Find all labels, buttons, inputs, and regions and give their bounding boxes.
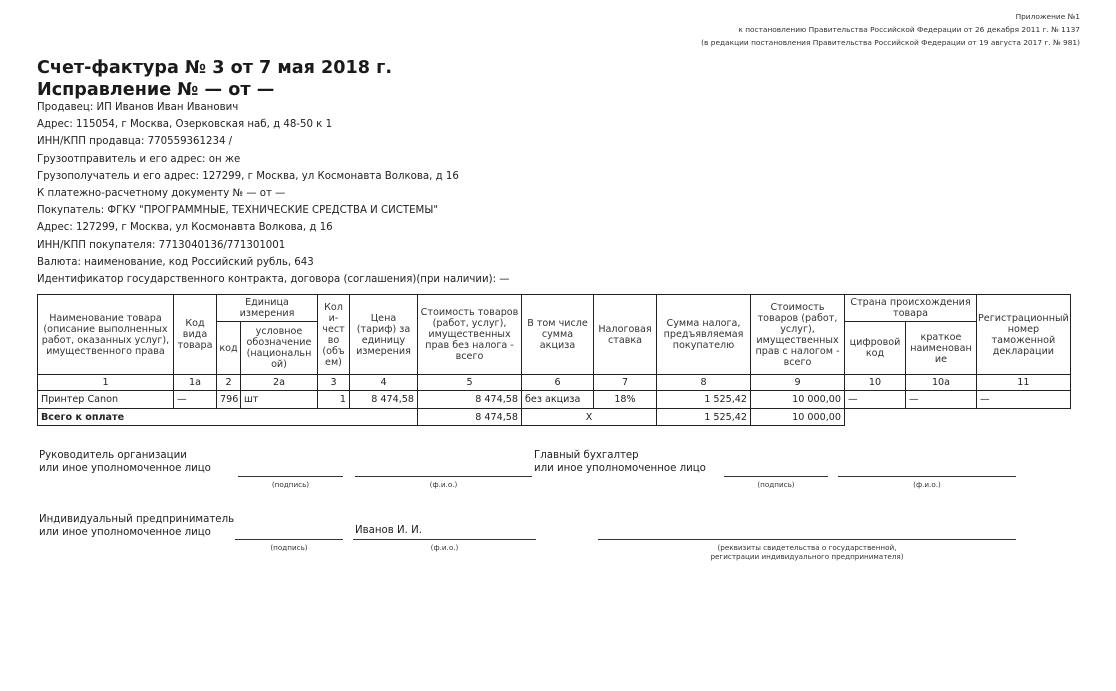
fio-caption: (ф.и.о.)	[913, 480, 941, 489]
cell-country-name: —	[906, 391, 977, 409]
column-number: 4	[350, 375, 418, 391]
cell-country-code: —	[845, 391, 906, 409]
head-signature-line	[238, 476, 343, 477]
column-number: 11	[977, 375, 1071, 391]
total-excise: X	[522, 409, 657, 426]
header-unit-name: условное обозначение (национальн ой)	[241, 322, 318, 375]
document-title	[37, 57, 392, 101]
header-country-name: краткое наименован ие	[906, 322, 977, 375]
invoice-table	[37, 294, 1071, 426]
requisites-caption-line: регистрации индивидуального предпринимателя)	[710, 552, 904, 561]
ie-signature-line	[235, 539, 343, 540]
buyer-line: Покупатель: ФГКУ "ПРОГРАММНЫЕ, ТЕХНИЧЕСКИЕ СРЕДСТВА И СИСТЕМЫ"	[37, 205, 439, 217]
header-customs: Регистрационный номер таможенной декларации	[977, 295, 1071, 375]
header-name: Наименование товара (описание выполненных работ, оказанных услуг), имущественного права	[38, 295, 174, 375]
header-country-code: цифровой код	[845, 322, 906, 375]
column-number: 1а	[174, 375, 217, 391]
header-country: Страна происхождения товара	[845, 295, 977, 322]
header-cost-with-tax: Стоимость товаров (работ, услуг), имущественных прав с налогом - всего	[751, 295, 845, 375]
total-label: Всего к оплате	[38, 409, 418, 426]
cell-kind-code: —	[174, 391, 217, 409]
appendix-line: к постановлению Правительства Российской Федерации от 26 декабря 2011 г. № 1137	[738, 25, 1080, 34]
consignee-line: Грузополучатель и его адрес: 127299, г Москва, ул Космонавта Волкова, д 16	[37, 170, 459, 182]
seller-address-line: Адрес: 115054, г Москва, Озерковская наб, д 48-50 к 1	[37, 119, 333, 131]
ie-label-line: или иное уполномоченное лицо	[39, 526, 211, 538]
total-cost-with-tax: 10 000,00	[751, 409, 845, 426]
ie-label-line: Индивидуальный предприниматель	[39, 514, 235, 525]
header-tax-sum: Сумма налога, предъявляемая покупателю	[657, 295, 751, 375]
cell-tax-sum: 1 525,42	[657, 391, 751, 409]
table-row	[38, 391, 1071, 409]
cell-excise: без акциза	[522, 391, 594, 409]
accountant-fio-line	[838, 476, 1016, 477]
header-kind-code: Код вида товара	[174, 295, 217, 375]
cell-unit-name: шт	[241, 391, 318, 409]
cell-tax-rate: 18%	[594, 391, 657, 409]
requisites-caption-line: (реквизиты свидетельства о государственной,	[717, 543, 897, 552]
cell-customs: —	[977, 391, 1071, 409]
column-number: 10	[845, 375, 906, 391]
head-label-line: Руководитель организации	[39, 450, 187, 461]
header-excise: В том числе сумма акциза	[522, 295, 594, 375]
cell-cost-without-tax: 8 474,58	[418, 391, 522, 409]
column-number: 5	[418, 375, 522, 391]
seller-inn-line: ИНН/КПП продавца: 770559361234 /	[37, 136, 233, 148]
payment-doc-line: К платежно-расчетному документу № — от —	[37, 188, 286, 200]
appendix-line: Приложение №1	[1015, 12, 1080, 21]
signature-caption: (подпись)	[271, 480, 310, 489]
ie-fio-line	[353, 539, 536, 540]
column-number: 1	[38, 375, 174, 391]
accountant-signature-label	[534, 450, 706, 475]
signature-caption: (подпись)	[270, 543, 308, 552]
appendix-note	[701, 10, 1080, 49]
header-unit: Единица измерения	[217, 295, 318, 322]
head-fio-line	[355, 476, 532, 477]
header-price: Цена (тариф) за единицу измерения	[350, 295, 418, 375]
column-number: 2	[217, 375, 241, 391]
seller-line: Продавец: ИП Иванов Иван Иванович	[37, 102, 239, 113]
fio-caption: (ф.и.о.)	[429, 480, 458, 489]
ie-requisites-line	[598, 539, 1016, 540]
column-number: 8	[657, 375, 751, 391]
accountant-label-line: Главный бухгалтер	[534, 450, 639, 461]
ie-signature-label	[39, 514, 234, 539]
header-cost-without-tax: Стоимость товаров (работ, услуг), имущественных прав без налога - всего	[418, 295, 522, 375]
column-number: 7	[594, 375, 657, 391]
cell-cost-with-tax: 10 000,00	[751, 391, 845, 409]
buyer-address-line: Адрес: 127299, г Москва, ул Космонавта Волкова, д 16	[37, 222, 333, 234]
accountant-signature-line	[724, 476, 828, 477]
invoice-title: Счет-фактура № 3 от 7 мая 2018 г.	[37, 58, 393, 78]
buyer-inn-line: ИНН/КПП покупателя: 7713040136/771301001	[37, 239, 286, 251]
column-number: 10а	[906, 375, 977, 391]
column-number: 3	[318, 375, 350, 391]
total-tax-sum: 1 525,42	[657, 409, 751, 426]
header-qty: Кол и- чест во (объ ем)	[318, 295, 350, 375]
shipper-line: Грузоотправитель и его адрес: он же	[37, 153, 241, 165]
fio-caption: (ф.и.о.)	[430, 543, 459, 552]
column-number: 9	[751, 375, 845, 391]
appendix-line: (в редакции постановления Правительства Российской Федерации от 19 августа 2017 г. № 981)	[701, 38, 1080, 47]
cell-qty: 1	[318, 391, 350, 409]
currency-line: Валюта: наименование, код Российский рубль, 643	[37, 256, 314, 268]
header-tax-rate: Налоговая ставка	[594, 295, 657, 375]
column-number: 2а	[241, 375, 318, 391]
total-row	[38, 409, 1071, 426]
head-label-line: или иное уполномоченное лицо	[39, 462, 211, 474]
contract-id-line: Идентификатор государственного контракта, договора (соглашения)(при наличии): —	[37, 274, 510, 286]
signature-caption: (подпись)	[757, 480, 795, 489]
requisites-caption	[598, 543, 1016, 561]
cell-unit-code: 796	[217, 391, 241, 409]
cell-price: 8 474,58	[350, 391, 418, 409]
header-unit-code: код	[217, 322, 241, 375]
head-signature-label	[39, 450, 211, 475]
ie-name: Иванов И. И.	[355, 525, 422, 536]
invoice-details	[37, 99, 509, 288]
column-number: 6	[522, 375, 594, 391]
correction-title: Исправление № — от —	[37, 80, 275, 100]
accountant-label-line: или иное уполномоченное лицо	[534, 462, 706, 474]
cell-name: Принтер Canon	[38, 391, 174, 409]
total-cost-without-tax: 8 474,58	[418, 409, 522, 426]
